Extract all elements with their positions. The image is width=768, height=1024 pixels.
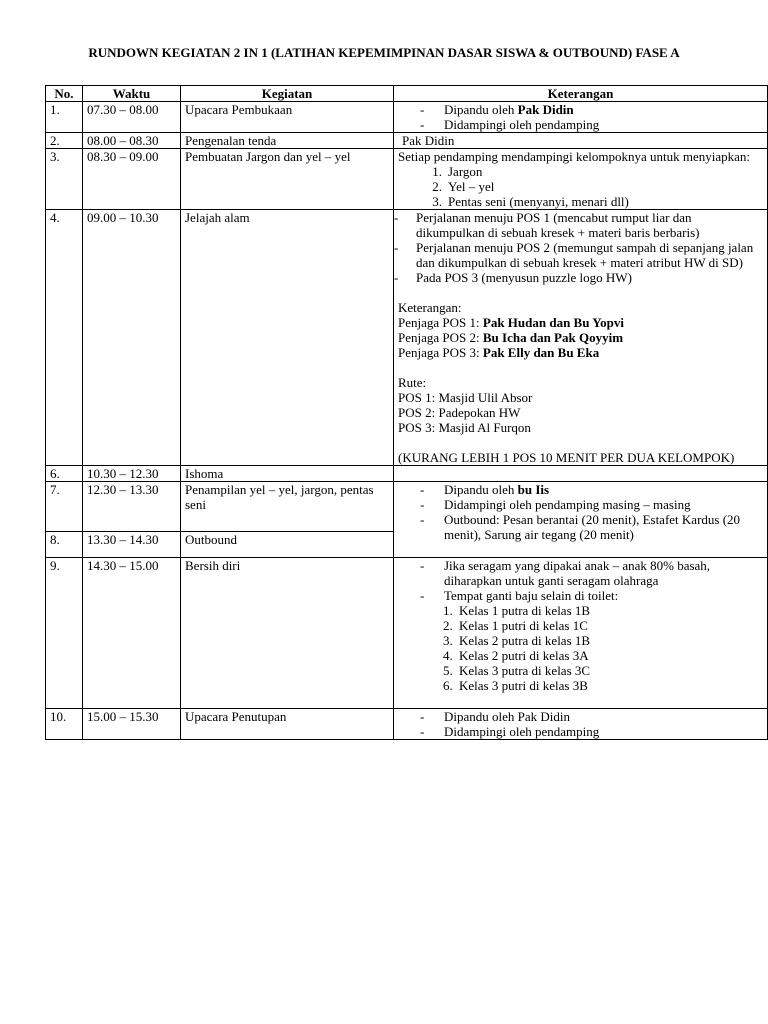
list-item: 4. Kelas 2 putri di kelas 3A — [443, 648, 589, 663]
cell-no: 3. — [46, 149, 83, 210]
table-row — [46, 482, 768, 532]
table-row — [46, 210, 768, 466]
cell-keterangan — [394, 102, 768, 133]
list-item: - Tempat ganti baju selain di toilet: — [420, 588, 619, 603]
cell-kegiatan: Penampilan yel – yel, jargon, pentas seni — [181, 482, 394, 532]
cell-kegiatan: Outbound — [181, 532, 394, 558]
cell-waktu: 15.00 – 15.30 — [83, 709, 181, 740]
table-row — [46, 466, 768, 482]
cell-keterangan: Pak Didin — [394, 133, 768, 149]
cell-no: 8. — [46, 532, 83, 558]
cell-kegiatan: Ishoma — [181, 466, 394, 482]
cell-waktu: 14.30 – 15.00 — [83, 558, 181, 709]
penjaga-line: Penjaga POS 2: Bu Icha dan Pak Qoyyim — [398, 330, 624, 345]
list-item: - Didampingi oleh pendamping — [420, 724, 600, 739]
cell-waktu: 07.30 – 08.00 — [83, 102, 181, 133]
header-waktu: Waktu — [83, 86, 181, 102]
table-row — [46, 558, 768, 709]
rundown-table — [45, 85, 768, 740]
table-row — [46, 709, 768, 740]
cell-keterangan — [394, 210, 768, 466]
list-item: - Jika seragam yang dipakai anak – anak 80% basah, diharapkan untuk ganti seragam olahraga — [420, 558, 711, 588]
list-item: 2. Yel – yel — [432, 179, 495, 194]
cell-waktu: 10.30 – 12.30 — [83, 466, 181, 482]
table-row — [46, 133, 768, 149]
table-row — [46, 149, 768, 210]
cell-kegiatan: Pengenalan tenda — [181, 133, 394, 149]
table-header-row — [46, 86, 768, 102]
list-item: - Dipandu oleh bu Iis — [420, 482, 550, 497]
cell-kegiatan: Pembuatan Jargon dan yel – yel — [181, 149, 394, 210]
rute-line: POS 3: Masjid Al Furqon — [398, 420, 531, 435]
list-item: 3. Pentas seni (menyanyi, menari dll) — [432, 194, 629, 209]
list-item: - Didampingi oleh pendamping — [420, 117, 600, 132]
cell-no: 6. — [46, 466, 83, 482]
cell-no: 1. — [46, 102, 83, 133]
cell-no: 2. — [46, 133, 83, 149]
cell-no: 7. — [46, 482, 83, 532]
cell-keterangan — [394, 149, 768, 210]
list-item: - Perjalanan menuju POS 1 (mencabut rumput liar dan dikumpulkan di sebuah kresek + materi baris berbaris) — [394, 210, 700, 240]
cell-keterangan — [394, 482, 768, 558]
cell-kegiatan: Jelajah alam — [181, 210, 394, 466]
cell-keterangan — [394, 709, 768, 740]
header-keterangan: Keterangan — [394, 86, 768, 102]
cell-keterangan — [394, 466, 768, 482]
list-item: - Perjalanan menuju POS 2 (memungut sampah di sepanjang jalan dan dikumpulkan di sebuah kresek + materi atribut HW di SD) — [394, 240, 754, 270]
rute-line: POS 1: Masjid Ulil Absor — [398, 390, 533, 405]
penjaga-line: Penjaga POS 3: Pak Elly dan Bu Eka — [398, 345, 600, 360]
keterangan-label: Keterangan: — [398, 300, 462, 315]
cell-waktu: 08.30 – 09.00 — [83, 149, 181, 210]
list-item: 5. Kelas 3 putra di kelas 3C — [443, 663, 591, 678]
list-item: - Pada POS 3 (menyusun puzzle logo HW) — [394, 270, 632, 285]
cell-no: 4. — [46, 210, 83, 466]
keterangan-intro: Setiap pendamping mendampingi kelompoknya untuk menyiapkan: — [398, 149, 751, 164]
cell-waktu: 09.00 – 10.30 — [83, 210, 181, 466]
cell-kegiatan: Upacara Penutupan — [181, 709, 394, 740]
cell-keterangan — [394, 558, 768, 709]
list-item: 6. Kelas 3 putri di kelas 3B — [443, 678, 588, 693]
cell-waktu: 12.30 – 13.30 — [83, 482, 181, 532]
cell-kegiatan: Upacara Pembukaan — [181, 102, 394, 133]
list-item: 1. Kelas 1 putra di kelas 1B — [443, 603, 591, 618]
rute-line: POS 2: Padepokan HW — [398, 405, 521, 420]
list-item: - Didampingi oleh pendamping masing – masing — [420, 497, 691, 512]
header-no: No. — [46, 86, 83, 102]
cell-waktu: 08.00 – 08.30 — [83, 133, 181, 149]
list-item: - Dipandu oleh Pak Didin — [420, 102, 574, 117]
list-item: - Dipandu oleh Pak Didin — [420, 709, 571, 724]
table-row — [46, 102, 768, 133]
duration-note: (KURANG LEBIH 1 POS 10 MENIT PER DUA KELOMPOK) — [398, 450, 735, 465]
penjaga-line: Penjaga POS 1: Pak Hudan dan Bu Yopvi — [398, 315, 625, 330]
list-item: 2. Kelas 1 putri di kelas 1C — [443, 618, 588, 633]
list-item: - Outbound: Pesan berantai (20 menit), Estafet Kardus (20 menit), Sarung air tegang (20 menit) — [420, 512, 741, 542]
list-item: 1. Jargon — [432, 164, 483, 179]
document-title: RUNDOWN KEGIATAN 2 IN 1 (LATIHAN KEPEMIMPINAN DASAR SISWA & OUTBOUND) FASE A — [88, 45, 680, 60]
cell-waktu: 13.30 – 14.30 — [83, 532, 181, 558]
cell-no: 10. — [46, 709, 83, 740]
cell-no: 9. — [46, 558, 83, 709]
cell-kegiatan: Bersih diri — [181, 558, 394, 709]
header-kegiatan: Kegiatan — [181, 86, 394, 102]
rute-label: Rute: — [398, 375, 427, 390]
list-item: 3. Kelas 2 putra di kelas 1B — [443, 633, 591, 648]
